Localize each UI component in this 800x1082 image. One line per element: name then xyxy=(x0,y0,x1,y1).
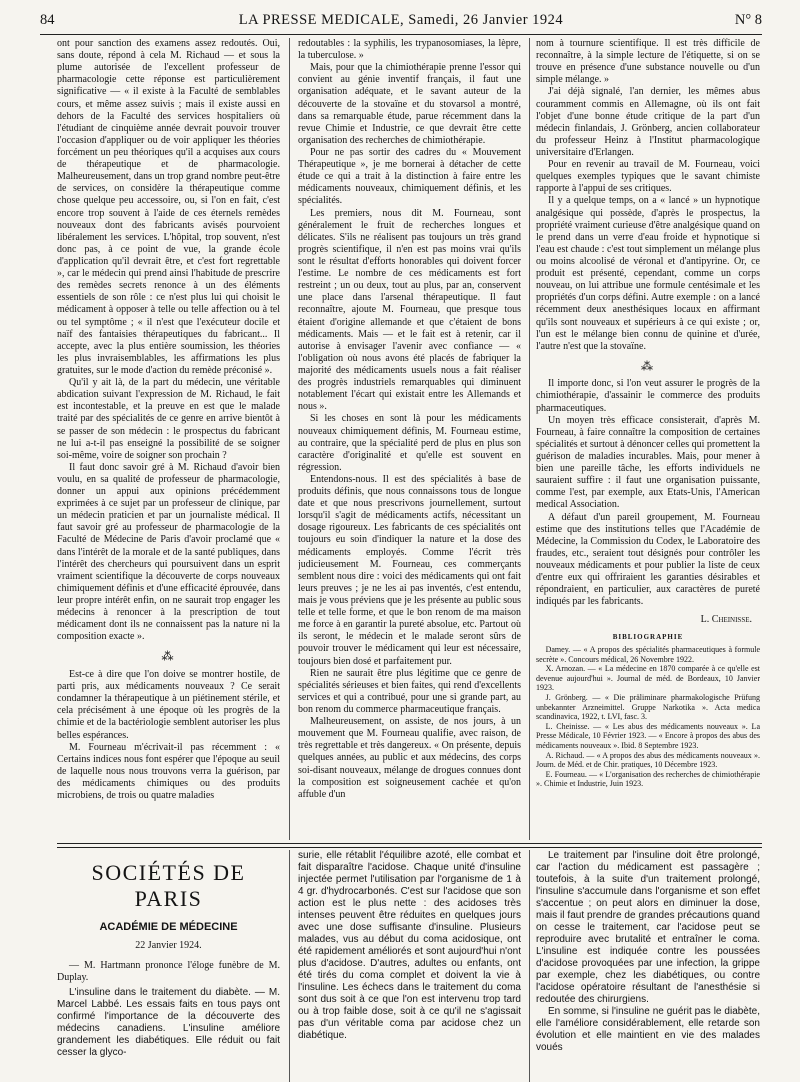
paragraph: Un moyen très efficace consisterait, d'après M. Fourneau, à faire connaître la composition de certaines spécialités et surtout à dénoncer celles qui promettent la guérison de maladies incurables. Mais, pour mener à bien une pareille tâche, les efforts individuels ne sauraient suffire : il faut une organisation puissante, comme l'est, par exemple, aux Etats-Unis, l'American medical Association. xyxy=(536,414,760,511)
paragraph: J'ai déjà signalé, l'an dernier, les mêmes abus couramment commis en Allemagne, où ils ont fait l'objet d'une bonne étude critique de la part d'un médecin finlandais, J. Grönberg, ancien collaborateur du professeur Heinz à l'Institut pharmacologique universitaire d'Erlangen. xyxy=(536,86,760,158)
article-column-3 xyxy=(536,38,760,840)
paragraph: Est-ce à dire que l'on doive se montrer hostile, de parti pris, aux médicaments nouveaux ? Ce serait condamner la thérapeutique à un piétinement stérile, et cela précisément à une époque où les progrès de la chimie et de la bactériologie semblent autoriser les plus belles espérances. xyxy=(57,669,280,741)
bibliography-entry: A. Richaud. — « A propos des abus des médicaments nouveaux ». Journ. de Méd. et de Chir. pratiques, 10 Décembre 1923. xyxy=(536,750,760,770)
paragraph: nom à tournure scientifique. Il est très difficile de reconnaître, à la simple lecture de l'étiquette, si on se trouve en présence d'une substance nouvelle ou d'un simple mélange. » xyxy=(536,38,760,86)
paragraph: Le traitement par l'insuline doit être prolongé, car l'action du médicament est passagère ; toutefois, à la suite d'un traitement prolongé, l'insuline s'accumule dans l'organisme et son effet s'accentue ; on peut alors en diminuer la dose, mais il faut prendre de grandes précautions quand on cesse le traitement, car l'acidose peut se reproduire avec brutalité et entraîner le coma. L'insuline est indiquée contre les poussées d'acidose provoquées par une infection, la grippe par exemple, chez les diabétiques, ou contre l'acidose opératoire résultant de l'anesthésie si redoutée des chirurgiens. xyxy=(536,850,760,1005)
paragraph: M. Fourneau m'écrivait-il pas récemment : « Certains indices nous font espérer que l'époque au seuil de laquelle nous nous trouvons verra la guérison, par des médicaments chimiques ou des produits microbiens, de trois ou quatre maladies xyxy=(57,741,280,802)
column-divider xyxy=(289,850,290,1082)
journal-title: LA PRESSE MEDICALE, Samedi, 26 Janvier 1924 xyxy=(238,12,564,28)
session-date: 22 Janvier 1924. xyxy=(135,939,202,951)
paragraph: Il importe donc, si l'on veut assurer le progrès de la chimiothérapie, d'assainir le commerce des produits pharmaceutiques. xyxy=(536,378,760,414)
bibliography-entry: J. Grönberg. — « Die präliminare pharmakologische Prüfung unbekannter Arzneimittel. Gruppe Narkotika ». Acta medica scandinavica, 1922, t. LVI, fasc. 3. xyxy=(536,693,760,722)
paragraph: — M. Hartmann prononce l'éloge funèbre de M. Duplay. xyxy=(57,959,280,983)
paragraph: redoutables : la syphilis, les trypanosomiases, la lèpre, la tuberculose. » xyxy=(298,38,521,62)
paragraph: Entendons-nous. Il est des spécialités à base de produits définis, que nous connaissons tous de longue date et que nous prescrivons journellement, surtout lorsqu'il s'agit de médicaments actifs, nécessitant un dosage rigoureux. Les fabricants de ces spécialités ont toujours eu soin d'indiquer la nature et la dose des médicaments employés. Comme l'écrit très judicieusement M. Fourneau, ces commerçants semblent nous dire : voici des médicaments qui ont fait leurs preuves ; je ne les ai pas inventés, c'est entendu, mais je vous préviens que je les présente au public sous telle et telle forme, et que le bon renom de ma maison me force à en garantir la pureté absolue, etc. Partout où ils seront, le médecin et le malade seront sûrs de pouvoir trouver le médicament qui leur est nécessaire, toujours bien dosé et parfaitement pur. xyxy=(298,473,521,667)
bibliography-entry: Damey. — « A propos des spécialités pharmaceutiques à formule secrète ». Concours médical, 26 Novembre 1922. xyxy=(536,645,760,664)
article-column-1 xyxy=(57,38,280,840)
column-divider xyxy=(289,38,290,840)
bibliography-entry: X. Arnozan. — « La médecine en 1870 comparée à ce qu'elle est devenue aujourd'hui ». Journal de méd. de Bordeaux, 10 Janvier 1923. xyxy=(536,664,760,693)
paragraph: ont pour sanction des examens assez redoutés. Oui, sans doute, répond à cela M. Richaud — et sous la plume autorisée de l'excellent professeur de pharmacologie cette réponse est particulièrement significative — « il existe à la Faculté de semblables cours, et même assez suivis ; mais il existe aussi en dehors de la Faculté des services hospitaliers où l'étudiant de cinquième année devrait pouvoir trouver l'occasion d'appliquer ou de voir appliquer les théories forcément un peu théoriques qu'il a acquises aux cours de thérapeutique et de pharmacologie. Malheureusement, dans un trop grand nombre peut-être de services, on considère la thérapeutique comme chose quelque peu accessoire, ou, si l'on en fait, c'est encore trop souvent à l'aide de ces éternels remèdes nouveaux dont des fabricants avisés pourvoient libéralement les services. L'hôpital, trop souvent, n'est donc pas, à ce point de vue, la grande école d'application qu'il devrait être, et c'est fort regrettable », car le médecin qui prend ainsi l'habitude de prescrire des remèdes secrets renonce à un des éléments essentiels de son rôle : ce n'est plus lui qui choisit le médicament à opposer à telle ou telle affection ou à tel ou tel symptôme ; « il n'est que l'exécuteur docile et naïf des fantaisies thérapeutiques du fabricant... Il accepte, avec la plus entière soumission, les théories les plus invraisemblables, les affirmations les plus gratuites, sur le mode d'action du remède préconisé ». xyxy=(57,38,280,376)
paragraph: L'insuline dans le traitement du diabète. — M. Marcel Labbé. Les essais faits en tous pays ont confirmé l'importance de la découverte des médecins canadiens. L'insuline améliore grandement les diabétiques. Elle réduit ou fait cesser la glyco- xyxy=(57,986,280,1058)
bibliography-title: BIBLIOGRAPHIE xyxy=(612,632,684,641)
section-separator: ⁂ xyxy=(641,358,655,373)
article-column-2 xyxy=(298,38,521,840)
paragraph: Malheureusement, on assiste, de nos jours, à un mouvement que M. Fourneau qualifie, avec raison, de très regrettable et très dangereux. « On présente, depuis quelques années, au public et aux médecins, des corps soi-disant nouveaux, mélange de drogues connues dont la composition est soigneusement cachée et qu'on affuble d'un xyxy=(298,716,521,800)
section-rule xyxy=(57,843,762,848)
paragraph: Il faut donc savoir gré à M. Richaud d'avoir bien voulu, en sa qualité de professeur de pharmacologie, donner un appui aux opinions précédemment exprimées à ce sujet par un professeur de clinique, par un médecin praticien et par un journaliste médical. Il faut savoir gré au professeur de pharmacologie de la Faculté de Médecine de Paris d'avoir proclamé que « dans l'intérêt de la morale et de la santé publiques, dans l'intérêt des chercheurs qui poursuivent dans un esprit vraiment scientifique la découverte de corps nouveaux chimiquement définis et d'une efficacité éprouvée, dans leur propre intérêt enfin, on ne saurait trop engager les médecins à renoncer à la prescription de tout médicament dont ils ne connaissent pas la nature ni la composition exacte ». xyxy=(57,461,280,643)
paragraph: Qu'il y ait là, de la part du médecin, une véritable abdication suivant l'expression de M. Richaud, le fait est incontestable, et la preuve en est que le malade traité par des spécialités de ce genre en arrive bientôt à se passer de son médecin : le prospectus du fabricant ne lui a-t-il pas enseigné la possibilité de se soigner soi-même, voire de soigner son prochain ? xyxy=(57,377,280,461)
section-title: SOCIÉTÉS DE PARIS xyxy=(91,860,246,912)
paragraph: Mais, pour que la chimiothérapie prenne l'essor qui convient au génie inventif français, il faut une organisation adéquate, et le savant auteur de la découverte de la stovaïne et du stovarsol a montré, dans sa remarquable étude, parue récemment dans la revue Chimie et Industrie, ce que devrait être cette organisation des recherches de chimiothérapie. xyxy=(298,62,521,146)
paragraph: Pour ne pas sortir des cadres du « Mouvement Thérapeutique », je me bornerai à détacher de cette étude ce qui a trait à la distinction à faire entre les médicaments nouveaux, chimiquement définis, et les spécialités. xyxy=(298,146,521,207)
bibliography-entry: E. Fourneau. — « L'organisation des recherches de chimiothérapie ». Chimie et Industrie, Juin 1923. xyxy=(536,769,760,789)
section-separator: ⁂ xyxy=(161,649,176,664)
paragraph: Si les choses en sont là pour les médicaments nouveaux chimiquement définis, M. Fourneau estime, au contraire, que la spécialité perd de plus en plus son caractère d'originalité et qu'elle est souvent en régression. xyxy=(298,413,521,473)
paragraph: Pour en revenir au travail de M. Fourneau, voici quelques exemples typiques que le savant chimiste rapporte à l'appui de ses critiques. xyxy=(536,159,760,195)
paragraph: En somme, si l'insuline ne guérit pas le diabète, elle l'améliore considérablement, elle retarde son évolution et elle maintient en vie des malades voués xyxy=(536,1006,760,1053)
paragraph: Rien ne saurait être plus légitime que ce genre de spécialités sérieuses et bien faites, qui rend d'excellents services et qui a contribué, pour une si grande part, au bon renom du commerce pharmaceutique français. xyxy=(298,667,521,716)
insuline-column-2 xyxy=(298,850,521,1042)
column-divider xyxy=(529,38,530,840)
societes-section xyxy=(57,856,280,1062)
paragraph: Il y a quelque temps, on a « lancé » un hypnotique analgésique qui possède, d'après le prospectus, la propriété vraiment curieuse d'être analgésique quand on le prend dans un verre d'eau froide et hypnotique si l'eau est chaude : c'est tout simplement un mélange plus ou moins alcoolisé de véronal et d'antipyrine. Or, ce produit est présenté, cependant, comme un corps nouveau, on lui attribue une formule centésimale et les propriétés d'un corps défini. Autre exemple : on a lancé récemment deux anesthésiques locaux en affirmant qu'ils sont nouveaux et supérieurs à ce qui existe ; or, l'un est le mélange bien connu de quinine et d'urée, l'autre n'est que la stovaïne. xyxy=(536,195,760,352)
insuline-column-3 xyxy=(536,850,760,1054)
paragraph: surie, elle rétablit l'équilibre azoté, elle combat et fait disparaître l'acidose. Chaque unité d'insuline injectée permet l'utilisation par l'organisme de 1 à 4 gr. d'hydrocarbonés. C'est sur l'acidose que son action est le plus nette : des acidoses très intenses peuvent être réduites en quelques jours avec une dose suffisante d'insuline. Plusieurs malades, vus au début du coma acidosique, ont été rapidement améliorés et sont aujourd'hui n'ont plus d'acidose. D'autres, adultes ou enfants, ont été tirés du coma complet et doivent la vie à l'insuline. Les échecs dans le traitement du coma sont dus soit à ce que l'on est intervenu trop tard ou à trop faible dose, soit à ce qu'il ne s'agissait pas d'un véritable coma par acidose chez un diabétique. xyxy=(298,850,521,1041)
column-divider xyxy=(529,850,530,1082)
page-header xyxy=(40,12,762,35)
author-signature: L. Cheinisse. xyxy=(700,614,752,626)
page-number: 84 xyxy=(40,12,55,28)
bibliography-entry: L. Cheinisse. — « Les abus des médicaments nouveaux ». La Presse Médicale, 10 Février 1923. — « Encore à propos des abus des médicaments nouveaux ». Ibid. 8 Septembre 1923. xyxy=(536,721,760,750)
paragraph: Les premiers, nous dit M. Fourneau, sont généralement le fruit de recherches longues et délicates. S'ils ne réalisent pas toujours un très grand progrès scientifique, il n'en est pas moins vrai qu'ils sont le résultat d'efforts honorables qui doivent forcer l'estime. Le nombre de ces médicaments est fort restreint ; un ou deux, tout au plus, par an, conservent une place dans l'arsenal thérapeutique. Il faut reconnaître, ajoute M. Fourneau, que presque tous étaient d'origine allemande et que c'étaient de bons médicaments. Mais — et le fait est à retenir, car il autorise à envisager l'avenir avec confiance — « l'obligation où nous avons été placés de fabriquer la majorité des médicaments usuels nous a fait réaliser des progrès industriels remarquables qui diminuent notablement l'écart qui existait entre les Allemands et nous ». xyxy=(298,207,521,413)
issue-number: N° 8 xyxy=(734,12,762,28)
paragraph: A défaut d'un pareil groupement, M. Fourneau estime que des institutions telles que l'Académie de Médecine, la Commission du Codex, le Laboratoire des fraudes, etc., seraient tout désignés pour contrôler les nouveaux médicaments et pour publier la liste de ceux d'entre eux qui offriraient les garanties désirables et répondraient, en particulier, aux caractères de pureté indiqués par les fabricants. xyxy=(536,511,760,608)
academy-heading: ACADÉMIE DE MÉDECINE xyxy=(99,920,238,933)
